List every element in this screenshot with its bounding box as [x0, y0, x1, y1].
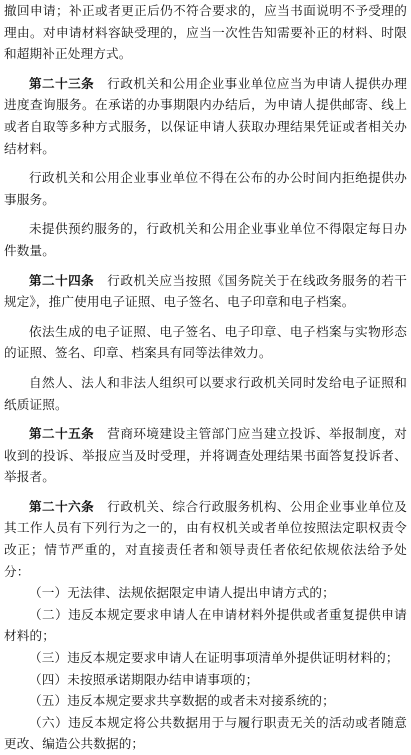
paragraph: [4, 218, 407, 261]
paragraph: [4, 496, 407, 582]
paragraph: [4, 167, 407, 210]
article-heading: 第二十五条: [29, 426, 95, 442]
paragraph-text: 行政机关和公用企业事业单位应当为申请人提供办理进度查询服务。在承诺的办事期限内办结后，为申请人提供邮寄、线上或者自取等多种方式服务，以保证申请人获取办理结果凭证或者相关办结材料。: [4, 75, 408, 156]
list-item-text: （四）未按照承诺期限办结申请事项的；: [29, 671, 259, 687]
paragraph: [4, 270, 407, 313]
paragraph: [4, 73, 407, 159]
paragraph: [4, 423, 407, 488]
paragraph-text: 未提供预约服务的，行政机关和公用企业事业单位不得限定每日办件数量。: [4, 221, 407, 258]
list-item-text: （三）违反本规定要求申请人在证明事项清单外提供证明材料的；: [29, 650, 399, 666]
list-item: [4, 582, 407, 604]
paragraph: [4, 321, 407, 364]
paragraph-text: 撤回申请；补正或者更正后仍不符合要求的，应当书面说明不予受理的理由。对申请材料容缺受理的，应当一次性告知需要补正的材料、时限和超期补正处理方式。: [4, 3, 407, 62]
list-item-text: （二）违反本规定要求申请人在申请材料外提供或者重复提供申请材料的；: [4, 606, 407, 644]
list-item-text: （五）违反本规定要求共享数据的或者未对接系统的；: [29, 693, 335, 709]
list-item-text: （一）无法律、法规依据限定申请人提出申请方式的；: [29, 585, 335, 601]
article-heading: 第二十六条: [29, 498, 95, 514]
paragraph-text: 依法生成的电子证照、电子签名、电子印章、电子档案与实物形态的证照、签名、印章、档案具有同等法律效力。: [4, 323, 407, 361]
paragraph-text: 行政机关应当按照《国务院关于在线政务服务的若干规定》，推广使用电子证照、电子签名、电子印章和电子档案。: [4, 272, 408, 310]
paragraph-text: 行政机关和公用企业事业单位不得在公布的办公时间内拒绝提供办事服务。: [4, 170, 407, 207]
list-item: [4, 669, 407, 691]
list-item-text: （六）违反本规定将公共数据用于与履行职责无关的活动或者随意更改、编造公共数据的；: [4, 714, 407, 752]
paragraph: [4, 372, 407, 415]
article-heading: 第二十四条: [29, 272, 95, 288]
paragraph-text: 行政机关、综合行政服务机构、公用企业事业单位及其工作人员有下列行为之一的，由有权机关或者单位按照法定职权责令改正；情节严重的，对直接责任者和领导责任者依纪依规依法给予处分：: [4, 498, 408, 579]
list-item: [4, 712, 407, 755]
paragraph-text: 营商环境建设主管部门应当建立投诉、举报制度，对收到的投诉、举报应当及时受理，并将调查处理结果书面答复投诉者、举报者。: [4, 426, 408, 485]
list-item: [4, 690, 407, 712]
list-item: [4, 647, 407, 669]
paragraph-text: 自然人、法人和非法人组织可以要求行政机关同时发给电子证照和纸质证照。: [4, 374, 407, 412]
article-heading: 第二十三条: [29, 75, 95, 91]
paragraph: [4, 0, 407, 65]
list-item: [4, 604, 407, 647]
